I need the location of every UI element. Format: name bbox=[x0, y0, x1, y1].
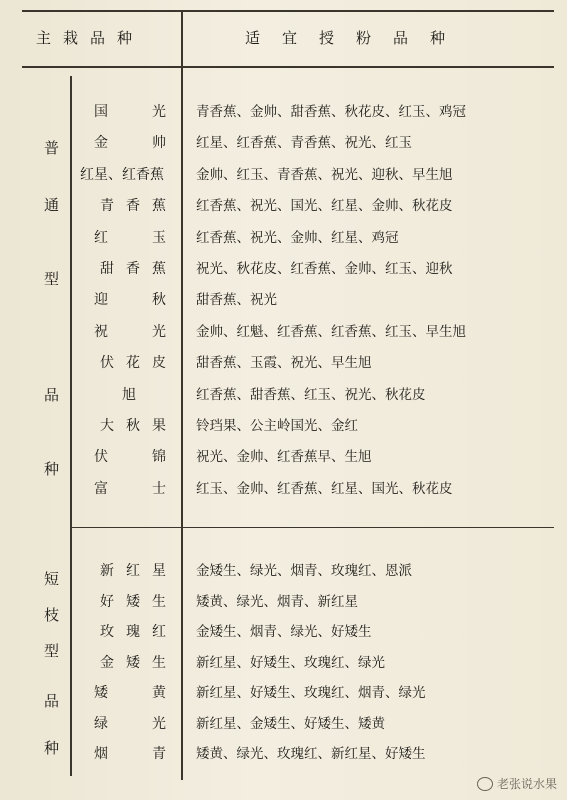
pollinator-cell: 红星、红香蕉、青香蕉、祝光、红玉 bbox=[196, 135, 412, 152]
group-divider bbox=[70, 527, 554, 528]
variety-cell: 红星、红香蕉 bbox=[80, 166, 164, 183]
pollinator-cell: 金矮生、烟青、绿光、好矮生 bbox=[196, 624, 372, 640]
pollinator-cell: 红香蕉、甜香蕉、红玉、祝光、秋花皮 bbox=[196, 386, 426, 403]
pollinator-cell: 新红星、金矮生、好矮生、矮黄 bbox=[196, 715, 385, 732]
pollinator-cell: 铃珰果、公主岭国光、金红 bbox=[196, 418, 358, 434]
variety-cell: 矮 黄 bbox=[94, 685, 166, 701]
variety-cell: 旭 bbox=[122, 386, 136, 403]
variety-cell: 伏 锦 bbox=[94, 449, 166, 466]
pollinator-cell: 甜香蕉、祝光 bbox=[196, 292, 277, 309]
pollinator-cell: 矮黄、绿光、玫瑰红、新红星、好矮生 bbox=[196, 746, 426, 762]
variety-cell: 甜 香 蕉 bbox=[100, 261, 166, 277]
group-label-char: 通 bbox=[44, 196, 60, 214]
variety-cell: 新 红 星 bbox=[100, 563, 166, 579]
header-pollinator-variety: 适宜授粉品种 bbox=[245, 29, 468, 47]
variety-cell: 大 秋 果 bbox=[100, 418, 166, 434]
pollinator-cell: 祝光、金帅、红香蕉早、生旭 bbox=[196, 449, 372, 466]
group-label-char: 种 bbox=[44, 739, 60, 757]
variety-cell: 迎 秋 bbox=[94, 292, 166, 309]
variety-cell: 金 矮 生 bbox=[100, 654, 166, 671]
watermark bbox=[477, 775, 557, 792]
pollinator-cell: 红香蕉、祝光、金帅、红星、鸡冠 bbox=[196, 229, 399, 246]
variety-cell: 青 香 蕉 bbox=[100, 198, 166, 215]
variety-cell: 玫 瑰 红 bbox=[100, 624, 166, 640]
header-bottom-border bbox=[22, 66, 554, 68]
pollinator-cell: 金帅、红魁、红香蕉、红香蕉、红玉、早生旭 bbox=[196, 323, 466, 340]
variety-cell: 祝 光 bbox=[94, 323, 166, 340]
group-label-char: 型 bbox=[44, 642, 60, 660]
variety-cell: 伏 花 皮 bbox=[100, 355, 166, 372]
pollinator-cell: 祝光、秋花皮、红香蕉、金帅、红玉、迎秋 bbox=[196, 261, 453, 277]
variety-cell: 绿 光 bbox=[94, 715, 166, 732]
variety-cell: 好 矮 生 bbox=[100, 593, 166, 610]
pollinator-cell: 甜香蕉、玉霞、祝光、早生旭 bbox=[196, 355, 372, 372]
pollinator-cell: 新红星、好矮生、玫瑰红、绿光 bbox=[196, 654, 385, 671]
group-label-char: 种 bbox=[44, 460, 60, 478]
pollinator-cell: 金帅、红玉、青香蕉、祝光、迎秋、早生旭 bbox=[196, 166, 453, 183]
variety-cell: 烟 青 bbox=[94, 746, 166, 762]
group-label-char: 型 bbox=[44, 270, 60, 288]
column-divider-main bbox=[181, 10, 183, 780]
group-label-char: 枝 bbox=[44, 606, 60, 624]
pollinator-cell: 红香蕉、祝光、国光、红星、金帅、秋花皮 bbox=[196, 198, 453, 215]
variety-cell: 国 光 bbox=[94, 104, 166, 120]
pollinator-cell: 金矮生、绿光、烟青、玫瑰红、恩派 bbox=[196, 563, 412, 579]
top-border bbox=[22, 10, 554, 12]
pollinator-cell: 青香蕉、金帅、甜香蕉、秋花皮、红玉、鸡冠 bbox=[196, 104, 466, 120]
pollinator-cell: 红玉、金帅、红香蕉、红星、国光、秋花皮 bbox=[196, 480, 453, 497]
variety-cell: 富 士 bbox=[94, 480, 166, 497]
header-main-variety: 主栽品种 bbox=[36, 29, 145, 47]
wechat-icon bbox=[477, 777, 493, 791]
group-label-char: 普 bbox=[44, 139, 60, 157]
variety-cell: 红 玉 bbox=[94, 229, 166, 246]
column-divider-left bbox=[70, 76, 72, 776]
watermark-text: 老张说水果 bbox=[496, 777, 557, 791]
group-label-char: 品 bbox=[44, 692, 60, 710]
group-label-char: 品 bbox=[44, 386, 60, 404]
pollinator-cell: 新红星、好矮生、玫瑰红、烟青、绿光 bbox=[196, 685, 426, 701]
group-label-char: 短 bbox=[44, 570, 60, 588]
pollinator-cell: 矮黄、绿光、烟青、新红星 bbox=[196, 593, 358, 610]
variety-cell: 金 帅 bbox=[94, 135, 166, 152]
